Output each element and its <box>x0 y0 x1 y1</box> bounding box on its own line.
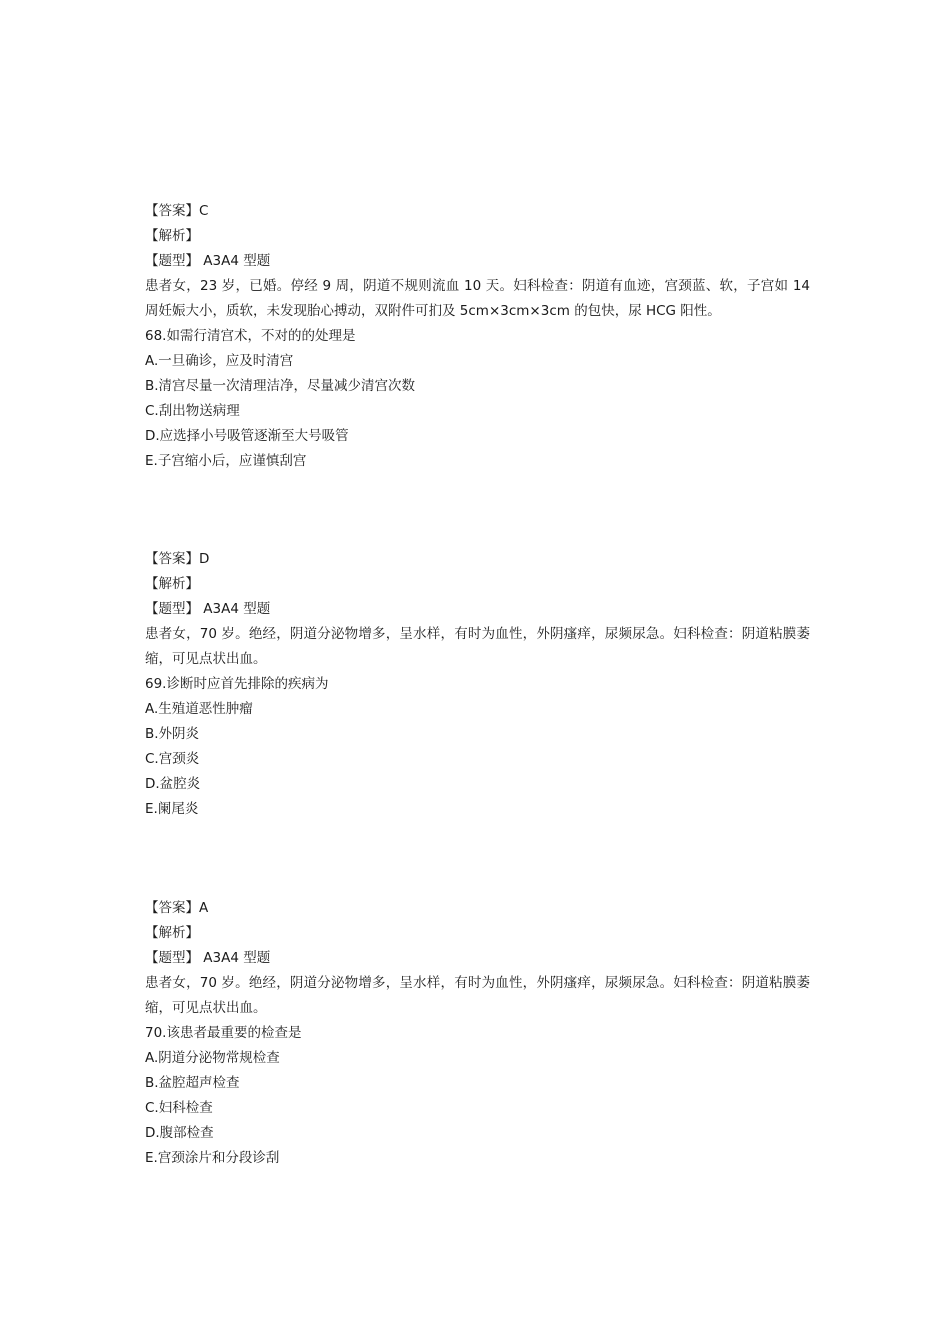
answer-line: 【答案】D <box>145 551 210 567</box>
option-d: D.腹部检查 <box>145 1125 214 1141</box>
analysis-line: 【解析】 <box>145 925 199 941</box>
option-a: A.阴道分泌物常规检查 <box>145 1050 280 1066</box>
option-b: B.盆腔超声检查 <box>145 1075 240 1091</box>
question-block-68 <box>145 199 810 474</box>
option-a: A.生殖道恶性肿瘤 <box>145 701 253 717</box>
question-stem: 69.诊断时应首先排除的疾病为 <box>145 676 329 692</box>
question-type-line: 【题型】 A3A4 型题 <box>145 253 271 269</box>
analysis-line: 【解析】 <box>145 576 199 592</box>
case-description: 患者女，70 岁。绝经，阴道分泌物增多，呈水样，有时为血性，外阴瘙痒，尿频尿急。妇科检查：阴道粘膜萎缩，可见点状出血。 <box>145 626 810 667</box>
question-type-line: 【题型】 A3A4 型题 <box>145 601 271 617</box>
option-d: D.应选择小号吸管逐渐至大号吸管 <box>145 428 349 444</box>
case-description: 患者女，23 岁，已婚。停经 9 周，阴道不规则流血 10 天。妇科检查：阴道有血迹，宫颈蓝、软，子宫如 14 周妊娠大小，质软，未发现胎心搏动，双附件可扪及 5cm×3cm×3cm 的包快，尿 HCG 阳性。 <box>145 278 810 319</box>
option-c: C.妇科检查 <box>145 1100 213 1116</box>
question-stem: 68.如需行清宫术，不对的的处理是 <box>145 328 356 344</box>
answer-line: 【答案】C <box>145 203 209 219</box>
question-block-69 <box>145 547 810 822</box>
question-type-line: 【题型】 A3A4 型题 <box>145 950 271 966</box>
option-c: C.刮出物送病理 <box>145 403 240 419</box>
option-b: B.清宫尽量一次清理洁净，尽量减少清宫次数 <box>145 378 416 394</box>
question-block-70 <box>145 896 810 1171</box>
case-description: 患者女，70 岁。绝经，阴道分泌物增多，呈水样，有时为血性，外阴瘙痒，尿频尿急。妇科检查：阴道粘膜萎缩，可见点状出血。 <box>145 975 810 1016</box>
option-a: A.一旦确诊，应及时清宫 <box>145 353 294 369</box>
question-stem: 70.该患者最重要的检查是 <box>145 1025 302 1041</box>
option-b: B.外阴炎 <box>145 726 200 742</box>
option-e: E.阑尾炎 <box>145 801 199 817</box>
answer-line: 【答案】A <box>145 900 209 916</box>
analysis-line: 【解析】 <box>145 228 199 244</box>
option-e: E.子宫缩小后，应谨慎刮宫 <box>145 453 307 469</box>
option-c: C.宫颈炎 <box>145 751 200 767</box>
option-d: D.盆腔炎 <box>145 776 201 792</box>
option-e: E.宫颈涂片和分段诊刮 <box>145 1150 280 1166</box>
